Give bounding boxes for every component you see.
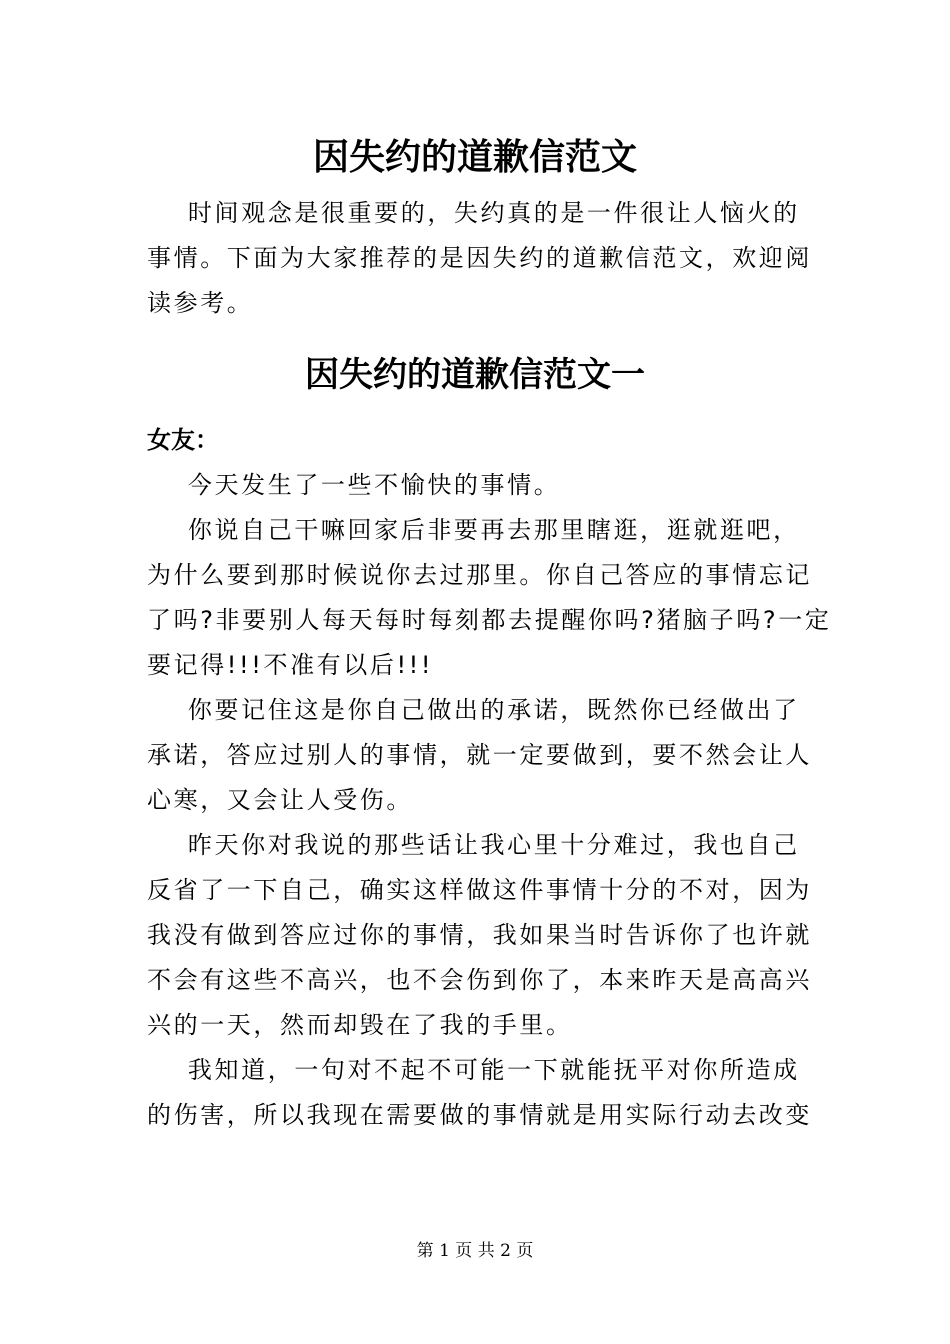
paragraph-line: 我知道，一句对不起不可能一下就能抚平对你所造成 [147,1056,800,1084]
paragraph-line: 昨天你对我说的那些话让我心里十分难过，我也自己 [147,831,800,859]
salutation: 女友： [147,426,219,454]
intro-line: 事情。下面为大家推荐的是因失约的道歉信范文，欢迎阅 [147,244,812,272]
body-paragraph-4 [147,823,812,1048]
paragraph-line: 我没有做到答应过你的事情，我如果当时告诉你了也许就 [147,921,812,949]
intro-paragraph [147,191,812,326]
paragraph-line: 反省了一下自己，确实这样做这件事情十分的不对，因为 [147,876,812,904]
page-title: 因失约的道歉信范文 [312,136,637,178]
intro-line: 时间观念是很重要的，失约真的是一件很让人恼火的 [147,199,800,227]
body-paragraph-5 [147,1048,812,1138]
paragraph-line: 不会有这些不高兴，也不会伤到你了，本来昨天是高高兴 [147,966,812,994]
body-paragraph-2 [147,508,832,688]
section-title: 因失约的道歉信范文一 [305,355,645,395]
paragraph-line: 的伤害，所以我现在需要做的事情就是用实际行动去改变 [147,1101,812,1129]
paragraph-line: 要记得!!!不准有以后!!! [147,651,434,679]
paragraph-line: 为什么要到那时候说你去过那里。你自己答应的事情忘记 [147,561,812,589]
paragraph-line: 了吗?非要别人每天每时每刻都去提醒你吗?猪脑子吗?一定 [147,606,832,634]
body-paragraph-3 [147,688,812,823]
intro-line: 读参考。 [147,289,254,317]
paragraph-line: 你说自己干嘛回家后非要再去那里瞎逛，逛就逛吧， [147,516,800,544]
paragraph-line: 你要记住这是你自己做出的承诺，既然你已经做出了 [147,696,800,724]
body-paragraph-1 [147,463,807,508]
paragraph-line: 兴的一天，然而却毁在了我的手里。 [147,1011,573,1039]
paragraph-line: 心寒，又会让人受伤。 [147,786,413,814]
page-footer: 第 1 页 共 2 页 [416,1241,534,1261]
paragraph-line: 今天发生了一些不愉快的事情。 [147,471,561,499]
paragraph-line: 承诺，答应过别人的事情，就一定要做到，要不然会让人 [147,741,812,769]
